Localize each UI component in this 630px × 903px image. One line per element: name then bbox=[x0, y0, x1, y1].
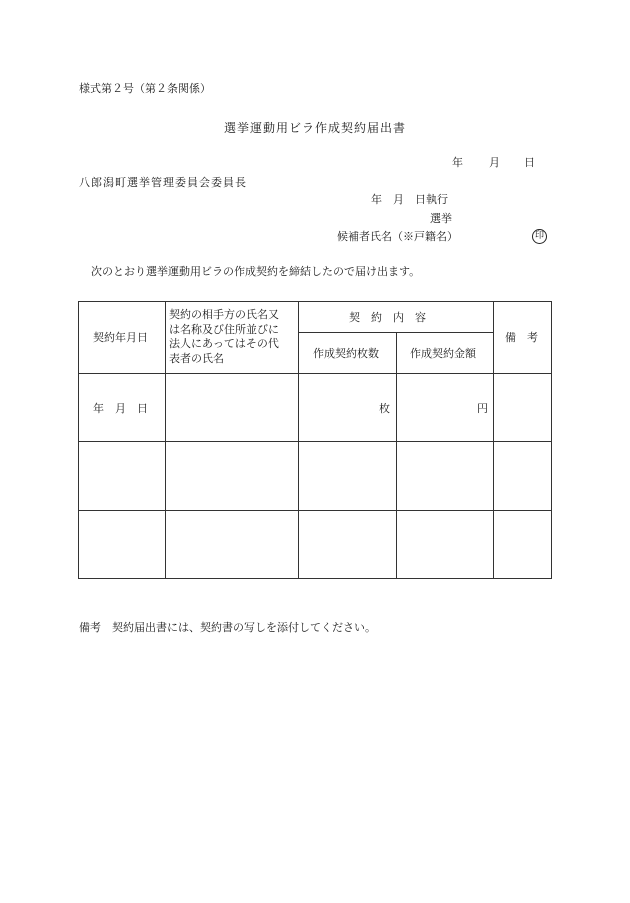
table-border-right bbox=[551, 301, 552, 579]
row1-sheets-unit: 枚 bbox=[379, 402, 390, 415]
remark-note: 備考 契約届出書には、契約書の写しを添付してください。 bbox=[79, 621, 376, 634]
col-divider-1 bbox=[165, 301, 166, 579]
row1-date-placeholder: 年 月 日 bbox=[93, 402, 148, 415]
header-contract-contents: 契 約 内 容 bbox=[349, 311, 426, 324]
row-divider-1 bbox=[78, 373, 552, 374]
col-divider-4 bbox=[493, 301, 494, 579]
submission-date-line bbox=[452, 157, 535, 168]
header-contract-party: 契約の相手方の氏名又 は名称及び住所並びに 法人にあってはその代 表者の氏名 bbox=[169, 308, 279, 365]
row-divider-2 bbox=[78, 441, 552, 442]
document-title: 選挙運動用ビラ作成契約届出書 bbox=[223, 121, 406, 135]
header-sub-divider bbox=[298, 332, 493, 333]
form-number: 様式第２号（第２条関係） bbox=[79, 82, 211, 95]
date-day-label: 日 bbox=[524, 156, 535, 169]
date-year-label: 年 bbox=[452, 156, 463, 169]
header-sheet-count: 作成契約枚数 bbox=[313, 347, 379, 360]
contract-table bbox=[78, 301, 552, 579]
addressee: 八郎潟町選挙管理委員会委員長 bbox=[79, 176, 247, 189]
row1-amount-unit: 円 bbox=[477, 402, 488, 415]
intro-text: 次のとおり選挙運動用ビラの作成契約を締結したので届け出ます。 bbox=[91, 265, 421, 278]
candidate-name-label: 候補者氏名（※戸籍名） bbox=[337, 230, 458, 243]
table-border-bottom bbox=[78, 578, 552, 579]
header-contract-amount: 作成契約金額 bbox=[410, 347, 476, 360]
col-divider-3 bbox=[396, 332, 397, 579]
execution-date-line: 年 月 日執行 bbox=[371, 193, 448, 206]
seal-mark: 印 bbox=[532, 229, 547, 244]
header-contract-date: 契約年月日 bbox=[93, 331, 148, 344]
header-remarks: 備 考 bbox=[505, 331, 538, 344]
row-divider-3 bbox=[78, 510, 552, 511]
table-border-left bbox=[78, 301, 79, 579]
date-month-label: 月 bbox=[489, 156, 500, 169]
col-divider-2 bbox=[298, 301, 299, 579]
election-label: 選挙 bbox=[430, 212, 452, 225]
table-border-top bbox=[78, 301, 552, 302]
